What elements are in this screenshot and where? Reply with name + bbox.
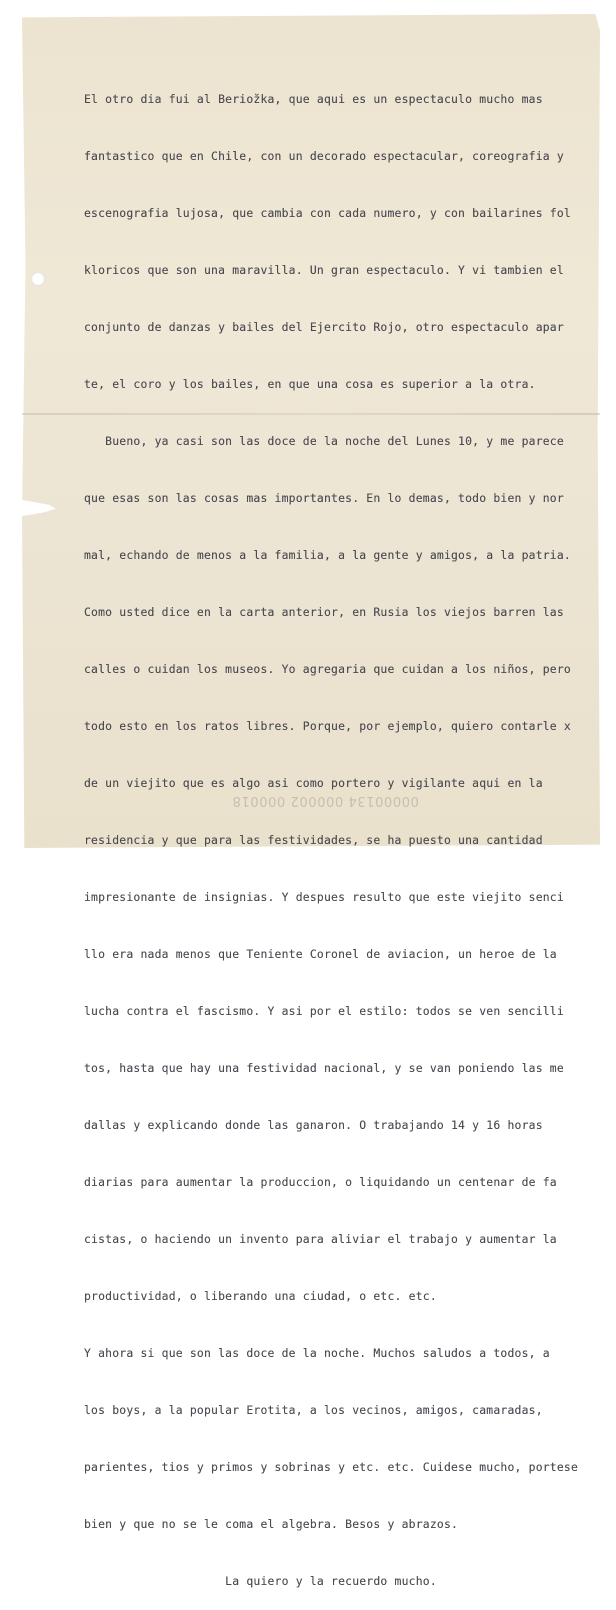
letter-line: calles o cuidan los museos. Yo agregaria que cuidan a los niños, pero	[84, 662, 571, 676]
letter-line: bien y que no se le coma el algebra. Besos y abrazos.	[84, 1517, 459, 1531]
typewritten-letter-body	[84, 52, 600, 1610]
letter-line: que esas son las cosas mas importantes. En lo demas, todo bien y nor	[84, 491, 564, 505]
letter-line: Como usted dice en la carta anterior, en Rusia los viejos barren las	[84, 605, 564, 619]
letter-line: los boys, a la popular Erotita, a los vecinos, amigos, camaradas,	[84, 1403, 543, 1417]
archive-reference-number: 00000134 000002 000018	[232, 793, 419, 808]
letter-line: llo era nada menos que Teniente Coronel de aviacion, un heroe de la	[84, 947, 557, 961]
letter-line: te, el coro y los bailes, en que una cosa es superior a la otra.	[84, 377, 536, 391]
letter-line: fantastico que en Chile, con un decorado espectacular, coreografia y	[84, 149, 564, 163]
letter-line: lucha contra el fascismo. Y asi por el estilo: todos se ven sencilli	[84, 1004, 564, 1018]
letter-line: Bueno, ya casi son las doce de la noche del Lunes 10, y me parece	[84, 434, 564, 448]
letter-line: impresionante de insignias. Y despues resulto que este viejito senci	[84, 890, 564, 904]
letter-line: escenografia lujosa, que cambia con cada numero, y con bailarines fol	[84, 206, 571, 220]
letter-line: tos, hasta que hay una festividad nacional, y se van poniendo las me	[84, 1061, 564, 1075]
letter-line: kloricos que son una maravilla. Un gran espectaculo. Y vi tambien el	[84, 263, 564, 277]
letter-line: productividad, o liberando una ciudad, o etc. etc.	[84, 1289, 437, 1303]
letter-line: parientes, tios y primos y sobrinas y etc. etc. Cuidese mucho, portese	[84, 1460, 579, 1474]
letter-line: cistas, o haciendo un invento para aliviar el trabajo y aumentar la	[84, 1232, 557, 1246]
letter-line: Y ahora si que son las doce de la noche. Muchos saludos a todos, a	[84, 1346, 550, 1360]
letter-line: residencia y que para las festividades, se ha puesto una cantidad	[84, 833, 543, 847]
letter-line: El otro dia fui al Berioz̆ka, que aqui es un espectaculo mucho mas	[84, 92, 543, 106]
punch-hole	[31, 272, 45, 286]
letter-line: de un viejito que es algo asi como portero y vigilante aqui en la	[84, 776, 543, 790]
letter-closing: La quiero y la recuerdo mucho.	[84, 1574, 437, 1588]
letter-line: diarias para aumentar la produccion, o liquidando un centenar de fa	[84, 1175, 557, 1189]
letter-line: todo esto en los ratos libres. Porque, por ejemplo, quiero contarle x	[84, 719, 571, 733]
letter-line: dallas y explicando donde las ganaron. O trabajando 14 y 16 horas	[84, 1118, 543, 1132]
letter-line: mal, echando de menos a la familia, a la gente y amigos, a la patria.	[84, 548, 571, 562]
letter-line: conjunto de danzas y bailes del Ejercito Rojo, otro espectaculo apar	[84, 320, 564, 334]
